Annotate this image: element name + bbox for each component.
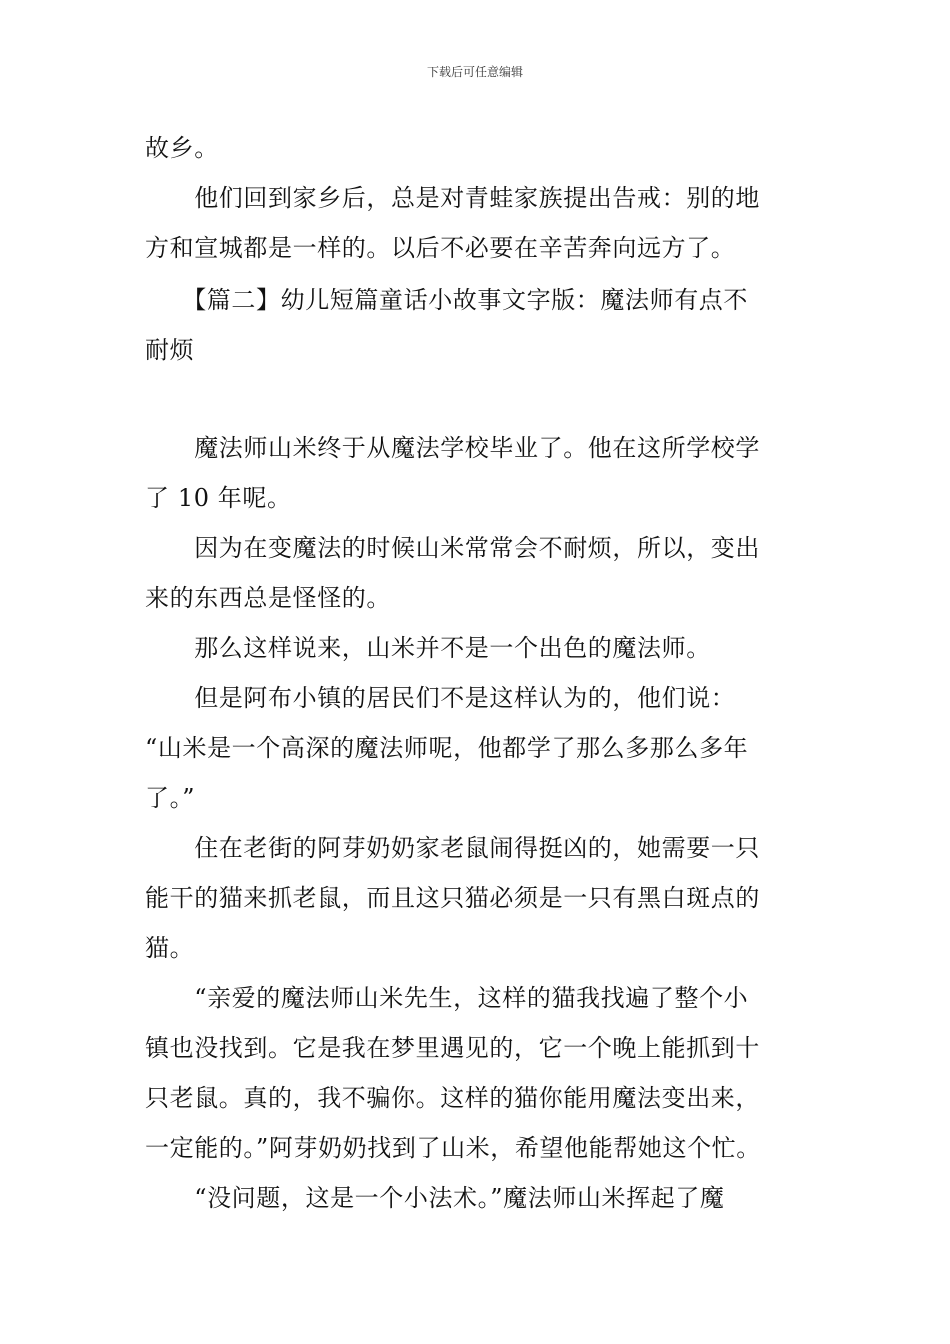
text-line: “亲爱的魔法师山米先生，这样的猫我找遍了整个小: [145, 984, 749, 1012]
text-line: 因为在变魔法的时候山米常常会不耐烦，所以，变出: [145, 534, 760, 562]
text-line: 能干的猫来抓老鼠，而且这只猫必须是一只有黑白斑点的: [145, 884, 760, 912]
text-line: 只老鼠。真的，我不骗你。这样的猫你能用魔法变出来，: [145, 1084, 760, 1112]
text-line: 了。”: [145, 784, 196, 812]
text-line: “没问题，这是一个小法术。”魔法师山米挥起了魔: [145, 1184, 725, 1212]
text-line: 来的东西总是怪怪的。: [145, 584, 391, 612]
section-heading-line: 耐烦: [145, 336, 195, 364]
text-line: 他们回到家乡后，总是对青蛙家族提出告戒：别的地: [145, 184, 760, 212]
text-line: “山米是一个高深的魔法师呢，他都学了那么多那么多年: [145, 734, 749, 762]
text-line: 了 10 年呢。: [145, 484, 292, 512]
text-line: 但是阿布小镇的居民们不是这样认为的，他们说：: [145, 684, 736, 712]
page-header: 下载后可任意编辑: [426, 65, 523, 79]
text-line: 故乡。: [145, 134, 219, 162]
text-line: 那么这样说来，山米并不是一个出色的魔法师。: [145, 634, 711, 662]
text-line: 猫。: [145, 934, 195, 962]
section-heading-line: 【篇二】幼儿短篇童话小故事文字版：魔法师有点不: [145, 286, 748, 314]
text-line: 住在老街的阿芽奶奶家老鼠闹得挺凶的，她需要一只: [145, 834, 760, 862]
text-line: 一定能的。”阿芽奶奶找到了山米，希望他能帮她这个忙。: [145, 1134, 761, 1162]
text-line: 方和宣城都是一样的。以后不必要在辛苦奔向远方了。: [145, 234, 736, 262]
text-line: 镇也没找到。它是我在梦里遇见的，它一个晚上能抓到十: [145, 1034, 760, 1062]
text-line: 魔法师山米终于从魔法学校毕业了。他在这所学校学: [145, 434, 760, 462]
